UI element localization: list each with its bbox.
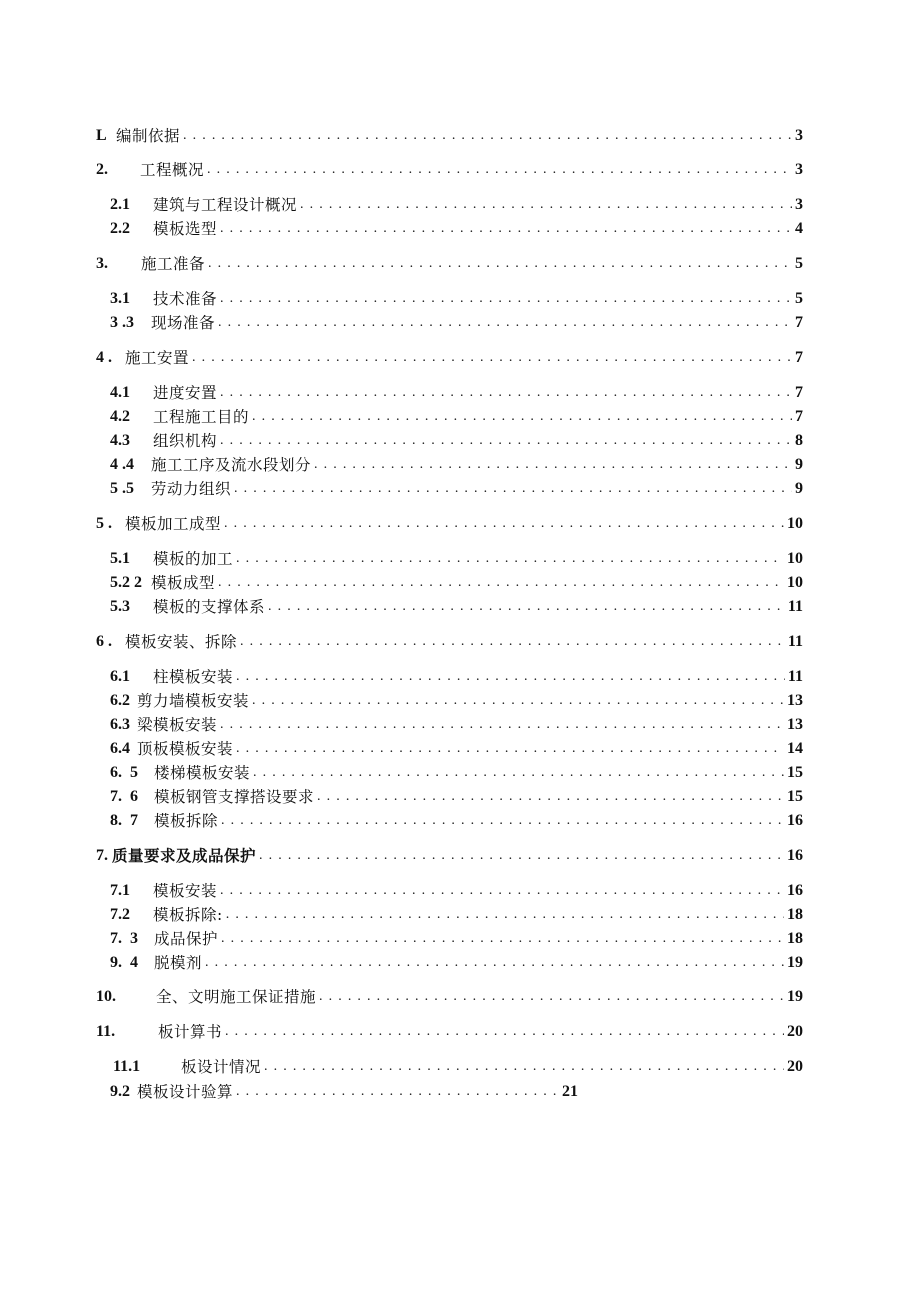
toc-entry[interactable] [110, 879, 803, 903]
toc-entry[interactable] [110, 761, 803, 785]
toc-entry-number: 11.1 [113, 1058, 141, 1075]
toc-entry-title: 模板拆除: [153, 906, 223, 924]
toc-entry-number: 2.1 [110, 196, 130, 213]
toc-entry-title: 剪力墙模板安装 [137, 692, 250, 710]
toc-entry[interactable] [110, 217, 803, 241]
toc-dot-leader [220, 879, 784, 903]
toc-entry-page: 14 [787, 740, 803, 757]
toc-entry-number: 4 .4 [110, 456, 134, 473]
toc-entry[interactable] [110, 311, 803, 335]
toc-dot-leader [183, 124, 792, 148]
toc-entry-number: 7. 6 [110, 788, 138, 805]
toc-entry[interactable] [110, 1080, 578, 1104]
toc-entry-page: 21 [562, 1083, 578, 1100]
toc-dot-leader [268, 595, 785, 619]
toc-entry-title: 梁模板安装 [137, 716, 218, 734]
toc-entry[interactable] [96, 630, 803, 654]
toc-entry-title: 成品保护 [154, 930, 219, 948]
toc-entry-page: 3 [795, 127, 803, 144]
toc-entry-page: 9 [795, 480, 803, 497]
toc-entry-title: 进度安置 [153, 384, 218, 402]
toc-entry-title: 编制依据 [116, 127, 181, 145]
toc-entry-number: 8. 7 [110, 812, 138, 829]
toc-entry-page: 10 [787, 550, 803, 567]
toc-entry-number: 11. [96, 1023, 116, 1040]
toc-entry-number: 6.4 [110, 740, 130, 757]
toc-dot-leader [226, 903, 784, 927]
toc-entry[interactable] [96, 844, 803, 868]
toc-entry[interactable] [110, 595, 803, 619]
toc-dot-leader [220, 713, 784, 737]
toc-entry-number: 3.1 [110, 290, 130, 307]
toc-entry[interactable] [110, 927, 803, 951]
toc-entry-number: 6.2 [110, 692, 130, 709]
toc-entry-number: 2. [96, 161, 108, 178]
toc-entry[interactable] [110, 689, 803, 713]
toc-entry-title: 模板安装、拆除 [125, 633, 238, 651]
toc-entry[interactable] [110, 571, 803, 595]
toc-entry-title: 模板的支撑体系 [153, 598, 266, 616]
toc-entry-number: 5 . [96, 515, 112, 532]
toc-entry-page: 4 [795, 220, 803, 237]
toc-entry-title: 模板拆除 [154, 812, 219, 830]
toc-entry-number: 6. 5 [110, 764, 138, 781]
toc-entry[interactable] [110, 429, 803, 453]
toc-dot-leader [208, 252, 792, 276]
toc-entry-number: 3. [96, 255, 108, 272]
toc-entry-title: 顶板模板安装 [137, 740, 234, 758]
toc-entry-title: 模板安装 [153, 882, 218, 900]
toc-entry-title: 模板设计验算 [137, 1083, 234, 1101]
toc-entry-number: 7. 3 [110, 930, 138, 947]
toc-entry-number: 5.2 2 [110, 574, 142, 591]
toc-entry[interactable] [110, 287, 803, 311]
toc-entry-title: 现场准备 [151, 314, 216, 332]
toc-entry-title: 全、文明施工保证措施 [156, 988, 317, 1006]
toc-entry-title: 组织机构 [153, 432, 218, 450]
toc-dot-leader [192, 346, 792, 370]
toc-entry-number: 7.1 [110, 882, 130, 899]
toc-entry[interactable] [110, 381, 803, 405]
toc-entry-title: 脱模剂 [154, 954, 203, 972]
toc-entry-number: 7. [96, 847, 108, 864]
toc-entry-page: 19 [787, 954, 803, 971]
toc-entry[interactable] [96, 124, 803, 148]
toc-entry-page: 3 [795, 161, 803, 178]
toc-entry-page: 11 [787, 598, 803, 615]
toc-entry[interactable] [110, 903, 803, 927]
toc-dot-leader [314, 453, 792, 477]
toc-entry[interactable] [110, 713, 803, 737]
toc-entry[interactable] [96, 158, 803, 182]
toc-entry-title: 模板选型 [153, 220, 218, 238]
toc-entry[interactable] [110, 785, 803, 809]
toc-entry-number: 9.2 [110, 1083, 130, 1100]
toc-entry-page: 5 [795, 290, 803, 307]
toc-entry-number: 3 .3 [110, 314, 134, 331]
toc-dot-leader [220, 287, 792, 311]
toc-entry-title: 楼梯模板安装 [154, 764, 251, 782]
toc-entry-number: L [96, 127, 107, 144]
toc-entry[interactable] [110, 453, 803, 477]
toc-dot-leader [252, 405, 792, 429]
toc-entry-page: 18 [787, 930, 803, 947]
toc-entry-title: 劳动力组织 [151, 480, 232, 498]
toc-entry-page: 7 [795, 349, 803, 366]
toc-entry[interactable] [110, 405, 803, 429]
toc-dot-leader [240, 630, 785, 654]
toc-entry-page: 20 [787, 1058, 803, 1075]
toc-entry-title: 施工安置 [125, 349, 190, 367]
toc-dot-leader [259, 844, 784, 868]
toc-entry[interactable] [110, 809, 803, 833]
toc-entry-page: 11 [787, 633, 803, 650]
toc-entry-title: 模板的加工 [153, 550, 234, 568]
toc-dot-leader [253, 761, 784, 785]
toc-entry-page: 11 [787, 668, 803, 685]
toc-dot-leader [205, 951, 784, 975]
toc-entry-title: 工程概况 [140, 161, 205, 179]
toc-entry[interactable] [110, 951, 803, 975]
toc-entry[interactable] [110, 193, 803, 217]
toc-dot-leader [236, 665, 785, 689]
toc-entry-title: 柱模板安装 [153, 668, 234, 686]
toc-entry-title: 模板成型 [151, 574, 216, 592]
toc-entry-number: 2.2 [110, 220, 130, 237]
toc-entry-title: 工程施工目的 [153, 408, 250, 426]
toc-dot-leader [319, 985, 784, 1009]
toc-entry-page: 18 [787, 906, 803, 923]
toc-entry-number: 5.3 [110, 598, 130, 615]
toc-entry-title: 质量要求及成品保护 [112, 846, 257, 865]
toc-dot-leader [300, 193, 792, 217]
toc-entry-page: 7 [795, 314, 803, 331]
toc-entry-page: 15 [787, 788, 803, 805]
toc-entry-page: 8 [795, 432, 803, 449]
toc-entry-number: 9. 4 [110, 954, 138, 971]
toc-dot-leader [221, 809, 784, 833]
toc-entry-number: 4.3 [110, 432, 130, 449]
toc-entry-title: 建筑与工程设计概况 [153, 196, 298, 214]
toc-entry-number: 6.3 [110, 716, 130, 733]
toc-entry[interactable] [110, 665, 803, 689]
toc-entry[interactable] [96, 252, 803, 276]
toc-dot-leader [221, 927, 784, 951]
toc-entry-number: 4.2 [110, 408, 130, 425]
toc-entry-number: 5.1 [110, 550, 130, 567]
toc-entry-page: 15 [787, 764, 803, 781]
toc-entry-page: 10 [787, 515, 803, 532]
toc-entry-number: 5 .5 [110, 480, 134, 497]
toc-dot-leader [218, 571, 784, 595]
toc-entry-page: 13 [787, 716, 803, 733]
toc-entry-number: 4 . [96, 349, 112, 366]
toc-entry-number: 4.1 [110, 384, 130, 401]
toc-entry[interactable] [96, 985, 803, 1009]
toc-entry[interactable] [96, 1020, 803, 1044]
toc-entry-title: 施工准备 [141, 255, 206, 273]
toc-dot-leader [220, 429, 792, 453]
toc-entry[interactable] [96, 346, 803, 370]
toc-entry-page: 20 [787, 1023, 803, 1040]
toc-dot-leader [317, 785, 784, 809]
toc-entry-title: 模板加工成型 [125, 515, 222, 533]
toc-dot-leader [236, 737, 784, 761]
toc-entry-number: 10. [96, 988, 116, 1005]
toc-entry[interactable] [110, 477, 803, 501]
toc-dot-leader [220, 381, 792, 405]
toc-dot-leader [225, 1020, 784, 1044]
toc-entry-title: 板设计情况 [181, 1058, 262, 1076]
toc-entry-page: 7 [795, 384, 803, 401]
toc-entry-page: 16 [787, 847, 803, 864]
toc-entry-page: 19 [787, 988, 803, 1005]
toc-dot-leader [207, 158, 792, 182]
toc-entry-number: 6 . [96, 633, 112, 650]
toc-entry[interactable] [96, 512, 803, 536]
toc-dot-leader [224, 512, 784, 536]
toc-entry-page: 7 [795, 408, 803, 425]
toc-dot-leader [236, 547, 784, 571]
toc-dot-leader [234, 477, 792, 501]
toc-entry[interactable] [110, 547, 803, 571]
toc-entry-number: 7.2 [110, 906, 130, 923]
toc-entry-page: 3 [795, 196, 803, 213]
toc-dot-leader [236, 1080, 559, 1104]
toc-entry-title: 板计算书 [158, 1023, 223, 1041]
toc-dot-leader [218, 311, 792, 335]
toc-dot-leader [220, 217, 792, 241]
toc-dot-leader [264, 1055, 784, 1079]
toc-entry-page: 13 [787, 692, 803, 709]
toc-entry-number: 6.1 [110, 668, 130, 685]
toc-entry-page: 16 [787, 812, 803, 829]
toc-entry[interactable] [110, 737, 803, 761]
toc-entry-page: 16 [787, 882, 803, 899]
toc-entry-page: 5 [795, 255, 803, 272]
toc-entry[interactable] [113, 1055, 803, 1079]
toc-entry-page: 9 [795, 456, 803, 473]
toc-entry-title: 技术准备 [153, 290, 218, 308]
toc-entry-title: 模板钢管支撑搭设要求 [154, 788, 315, 806]
toc-entry-title: 施工工序及流水段划分 [151, 456, 312, 474]
toc-entry-page: 10 [787, 574, 803, 591]
toc-dot-leader [252, 689, 784, 713]
